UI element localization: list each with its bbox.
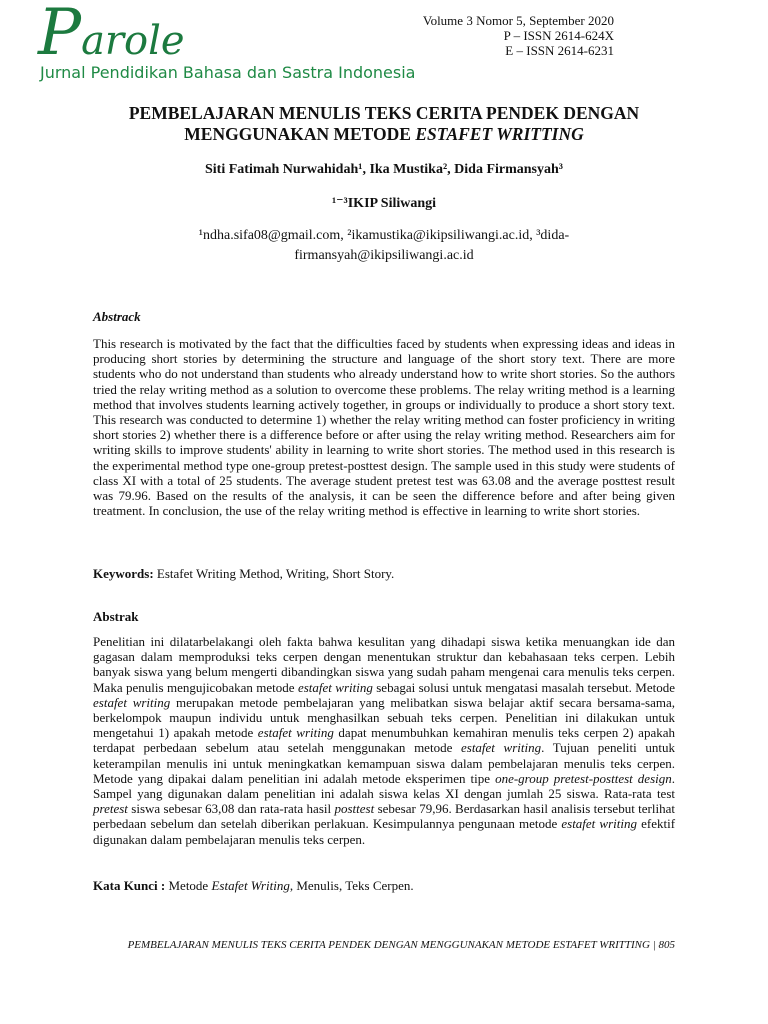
journal-meta: [392, 13, 614, 58]
abstract-id-italic: estafet writing: [257, 725, 334, 741]
keywords-en-label: Keywords:: [93, 566, 154, 581]
title-line-2-prefix: MENGGUNAKAN METODE: [184, 124, 416, 144]
title-line-2-italic: ESTAFET WRITTING: [415, 124, 584, 144]
abstract-id-segment: . Sampel yang digunakan dalam penelitian ini adalah siswa kelas XI dengan jumlah 25 siswa. Rata-rata test: [93, 770, 675, 802]
page-footer: [93, 938, 675, 952]
abstract-id-italic: estafet writing: [561, 816, 637, 832]
abstract-id-segment: siswa sebesar 63,08 dan rata-rata hasil: [127, 801, 335, 817]
abstract-id-segment: efektif digunakan dalam pembelajaran menulis teks cerpen.: [93, 816, 676, 847]
abstract-id-italic: pretest: [93, 801, 128, 817]
abstract-id-segment: merupakan metode pembelajaran yang melibatkan siswa belajar aktif secara bersama-sama, berkelompok maupun individu untuk menghasilkan sebuah teks cerpen. Penelitian ini dilakukan untuk mengetahui 1) apakah metode: [93, 694, 676, 741]
institution: ¹⁻³IKIP Siliwangi: [331, 196, 437, 211]
abstract-id-italic: estafet writing: [460, 740, 542, 756]
footer-page-number: | 805: [649, 939, 675, 951]
keywords-id-post: , Menulis, Teks Cerpen.: [289, 878, 414, 893]
author-emails: ¹ndha.sifa08@gmail.com, ²ikamustika@ikipsiliwangi.ac.id, ³dida-firmansyah@ikipsiliwangi.ac.id: [198, 228, 570, 263]
abstract-id-body: [93, 634, 675, 847]
title-line-2: [40, 124, 728, 145]
article-title: [40, 103, 728, 145]
abstract-id-segment: . Tujuan peneliti untuk keterampilan menulis ini untuk meningkatkan kemampuan siswa dalam pembelajaran menulis teks cerpen. Metode yang dipakai dalam penelitian ini adalah metode eksperimen tipe: [93, 740, 676, 786]
author-list: Siti Fatimah Nurwahidah¹, Ika Mustika², Dida Firmansyah³: [205, 162, 563, 177]
abstract-id-segment: dapat menumbuhkan kemahiran menulis teks cerpen 2) apakah terdapat perbedaan sebelum atau setelah menggunakan metode: [93, 725, 675, 756]
abstract-id-italic: estafet writing: [297, 679, 373, 695]
keywords-id-label: Kata Kunci :: [93, 878, 166, 893]
journal-logo: [38, 0, 185, 70]
logo-rest: arole: [81, 18, 185, 64]
journal-subtitle: Jurnal Pendidikan Bahasa dan Sastra Indonesia: [40, 63, 416, 82]
abstract-id-heading: Abstrak: [93, 609, 139, 624]
abstract-id-segment: sebagai solusi untuk mengatasi masalah tersebut. Metode: [372, 679, 675, 695]
footer-running-title: PEMBELAJARAN MENULIS TEKS CERITA PENDEK DENGAN MENGGUNAKAN METODE ESTAFET WRITTING: [127, 939, 650, 951]
abstract-id-text: [93, 634, 675, 847]
abstract-id-italic: one-group pretest-posttest design: [495, 770, 672, 786]
abstract-id-italic: estafet writing: [93, 694, 171, 710]
abstract-en-body: [93, 336, 675, 518]
logo-initial: P: [38, 0, 82, 70]
abstract-id-segment: Penelitian ini dilatarbelakangi oleh fakta bahwa kesulitan yang dihadapi siswa ketika menuangkan ide dan gagasan dalam memproduksi teks cerpen dengan menentukan struktur dan kebahasaan teks cerpen. Lebih banyak siswa yang belum mengerti dibandingkan siswa yang sudah paham mengenai cara menulis teks cerpen. Maka penulis mengujicobakan metode: [93, 634, 675, 695]
title-line-1: PEMBELAJARAN MENULIS TEKS CERITA PENDEK DENGAN: [128, 103, 640, 123]
volume-line: Volume 3 Nomor 5, September 2020: [422, 13, 614, 28]
abstract-id-segment: sebesar 79,96. Berdasarkan hasil analisis tersebut terlihat perbedaan sebelum dan setelah diberikan perlakuan. Kesimpulannya pengunaan metode: [93, 801, 675, 832]
p-issn-line: P – ISSN 2614-624X: [503, 28, 614, 43]
abstract-id-italic: posttest: [334, 801, 375, 817]
keywords-en: [93, 566, 675, 582]
keywords-id: [93, 878, 675, 894]
keywords-en-values: Estafet Writing Method, Writing, Short Story.: [153, 566, 395, 581]
keywords-id-pre: Metode: [165, 878, 212, 893]
abstract-en-heading: Abstrack: [93, 309, 141, 324]
e-issn-line: E – ISSN 2614-6231: [505, 43, 614, 58]
abstract-en-text: This research is motivated by the fact that the difficulties faced by students when expressing ideas and ideas in producing short stories by determining the structure and language of the short story text. There are more students who do not understand than students who already understand how to write short stories. So the authors tried the relay writing method as a solution to overcome these problems. The relay writing method is a learning method that involves students learning actively together, in groups or individually to produce a short story text. This research was conducted to determine 1) whether the relay writing method can foster proficiency in writing short stories 2) whether there is a difference before or after using the relay writing method. Researchers aim for writing skills to improve students' ability in learning to write short stories. The method used in this research is the experimental method type one-group pretest-posttest design. The sample used in this study were students of class XI with a total of 25 students. The average student pretest test was 63.08 and the average posttest result was 79.96. Based on the results of the analysis, it can be seen the difference before and after being given treatment. In conclusion, the use of the relay writing method is effective in learning to write short stories.: [93, 336, 675, 519]
keywords-id-italic: Estafet Writing: [211, 878, 290, 893]
